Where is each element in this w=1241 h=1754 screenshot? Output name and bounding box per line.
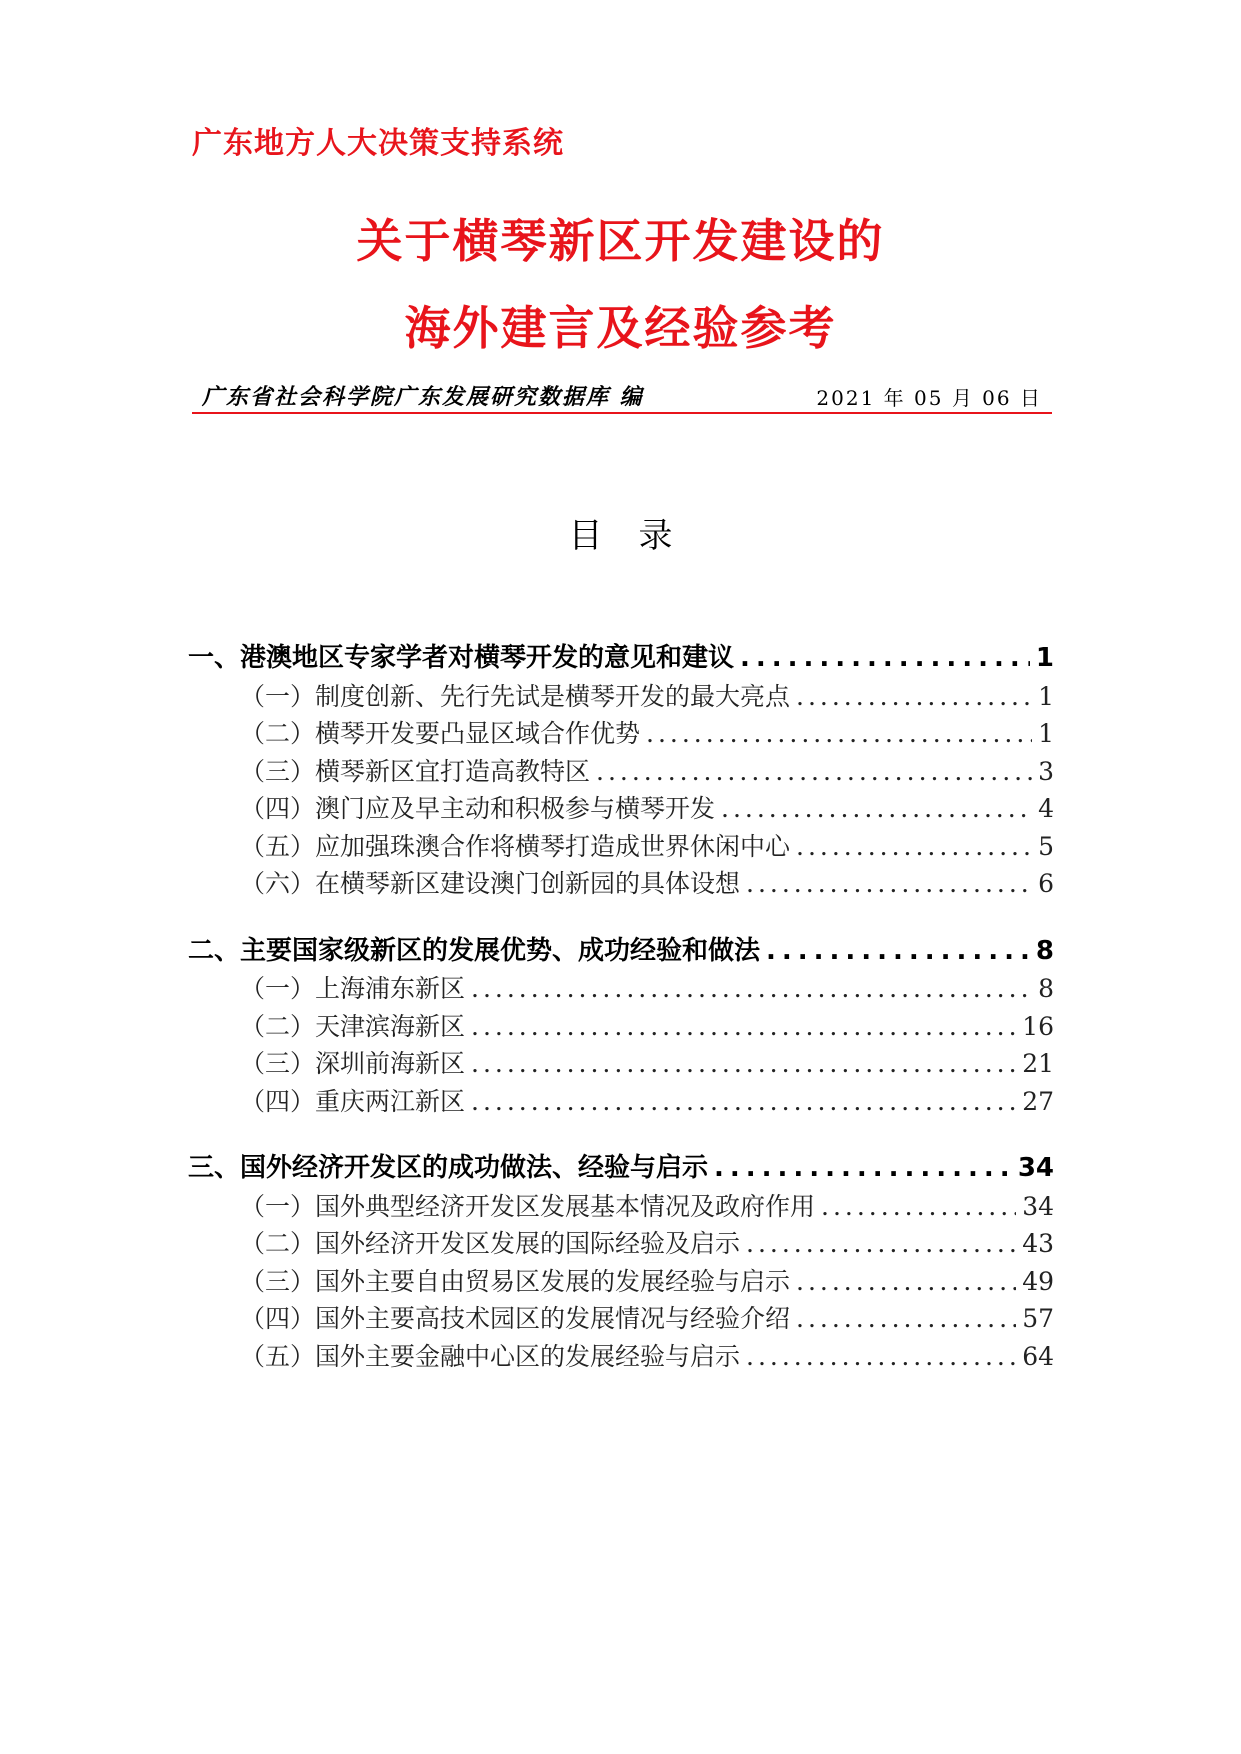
toc-subsection-entry[interactable] [188, 1338, 1054, 1376]
toc-subsection-entry-page-number: 1 [1038, 719, 1054, 748]
toc-subsection-entry-label: （一）国外典型经济开发区发展基本情况及政府作用 [240, 1191, 816, 1221]
dot-leader [796, 828, 1032, 866]
system-name: 广东地方人大决策支持系统 [192, 126, 564, 161]
toc-subsection-entry[interactable] [188, 1300, 1054, 1338]
toc-subsection-entry-label: （五）应加强珠澳合作将横琴打造成世界休闲中心 [240, 831, 791, 861]
toc-section [188, 933, 1054, 1121]
toc-section-entry[interactable] [188, 640, 1054, 678]
dot-leader [714, 1150, 1012, 1188]
toc-subsection-entry-page-number: 6 [1038, 869, 1054, 898]
toc-subsection-entry-label: （六）在横琴新区建设澳门创新园的具体设想 [240, 869, 741, 898]
document-title-line-1: 关于横琴新区开发建设的 [356, 214, 885, 268]
toc-subsection-entry[interactable] [188, 865, 1054, 903]
toc-section-entry-label: 一、港澳地区专家学者对横琴开发的意见和建议 [188, 643, 735, 673]
toc-subsection-entry[interactable] [188, 1045, 1054, 1083]
dot-leader [746, 1338, 1016, 1376]
dot-leader [746, 1225, 1016, 1263]
toc-subsection-entry[interactable] [188, 828, 1054, 866]
dot-leader [471, 970, 1032, 1008]
toc-subsection-entry-page-number: 16 [1022, 1011, 1054, 1041]
toc-subsection-entry-page-number: 4 [1038, 794, 1054, 823]
dot-leader [721, 790, 1032, 828]
toc-section-entry[interactable] [188, 1150, 1054, 1188]
toc-heading-char-2: 录 [638, 516, 673, 556]
toc-subsection-entry-page-number: 43 [1022, 1229, 1054, 1258]
toc-subsection-entry[interactable] [188, 753, 1054, 791]
toc-subsection-entry[interactable] [188, 678, 1054, 716]
editor-credit: 广东省社会科学院广东发展研究数据库 编 [202, 385, 644, 410]
dot-leader [821, 1188, 1016, 1226]
dot-leader [471, 1045, 1016, 1083]
document-title-line-2: 海外建言及经验参考 [404, 301, 837, 355]
toc-section-entry-label: 三、国外经济开发区的成功做法、经验与启示 [188, 1153, 709, 1183]
toc-subsection-entry-page-number: 1 [1038, 681, 1054, 711]
toc-subsection-entry-label: （二）横琴开发要凸显区域合作优势 [240, 719, 641, 748]
toc-subsection-entry-label: （三）深圳前海新区 [240, 1049, 466, 1078]
dot-leader [796, 678, 1032, 716]
toc-subsection-entry[interactable] [188, 1225, 1054, 1263]
toc-section [188, 640, 1054, 903]
toc-subsection-entry[interactable] [188, 790, 1054, 828]
dot-leader [796, 1300, 1016, 1338]
toc-subsection-entry[interactable] [188, 715, 1054, 753]
toc-heading [0, 508, 1241, 557]
toc-section-entry-page-number: 34 [1017, 1153, 1054, 1183]
toc-subsection-entry-label: （三）国外主要自由贸易区发展的发展经验与启示 [240, 1266, 791, 1296]
toc-subsection-entry-label: （四）澳门应及早主动和积极参与横琴开发 [240, 794, 716, 823]
toc-section-entry-label: 二、主要国家级新区的发展优势、成功经验和做法 [188, 935, 761, 966]
toc-subsection-entry-page-number: 57 [1022, 1304, 1054, 1333]
dot-leader [796, 1263, 1016, 1301]
toc-subsection-entry-label: （五）国外主要金融中心区的发展经验与启示 [240, 1341, 741, 1371]
toc-subsection-entry-label: （一）制度创新、先行先试是横琴开发的最大亮点 [240, 681, 791, 711]
toc-subsection-entry[interactable] [188, 1263, 1054, 1301]
toc-subsection-entry-page-number: 34 [1022, 1191, 1054, 1221]
dot-leader [646, 715, 1032, 753]
toc-subsection-entry-label: （二）天津滨海新区 [240, 1011, 466, 1041]
toc-subsection-entry-page-number: 21 [1022, 1049, 1054, 1078]
toc-heading-char-1: 目 [568, 516, 603, 556]
toc-subsection-entry-page-number: 64 [1022, 1341, 1054, 1371]
publish-date: 2021 年 05 月 06 日 [816, 386, 1042, 410]
dot-leader [471, 1083, 1016, 1121]
dot-leader [740, 640, 1030, 678]
editor-bar [192, 378, 1052, 414]
toc-subsection-entry[interactable] [188, 1188, 1054, 1226]
dot-leader [746, 865, 1032, 903]
toc-subsection-entry[interactable] [188, 1083, 1054, 1121]
toc-subsection-entry-page-number: 5 [1038, 831, 1054, 861]
toc-subsection-entry[interactable] [188, 970, 1054, 1008]
toc-subsection-entry-label: （二）国外经济开发区发展的国际经验及启示 [240, 1229, 741, 1258]
toc-subsection-entry-page-number: 27 [1022, 1086, 1054, 1116]
dot-leader [471, 1008, 1016, 1046]
toc-subsection-entry[interactable] [188, 1008, 1054, 1046]
toc-subsection-entry-label: （四）国外主要高技术园区的发展情况与经验介绍 [240, 1304, 791, 1333]
toc-subsection-entry-page-number: 8 [1038, 974, 1054, 1003]
dot-leader [766, 933, 1030, 971]
toc-subsection-entry-label: （一）上海浦东新区 [240, 974, 466, 1003]
toc-subsection-entry-page-number: 49 [1022, 1266, 1054, 1296]
toc-subsection-entry-label: （四）重庆两江新区 [240, 1086, 466, 1116]
toc-subsection-entry-page-number: 3 [1038, 756, 1054, 786]
toc-section-entry-page-number: 1 [1035, 643, 1054, 673]
toc-section [188, 1150, 1054, 1375]
dot-leader [596, 753, 1032, 791]
toc-section-entry-page-number: 8 [1035, 935, 1054, 966]
table-of-contents [188, 640, 1054, 1405]
toc-section-entry[interactable] [188, 933, 1054, 971]
toc-subsection-entry-label: （三）横琴新区宜打造高教特区 [240, 756, 591, 786]
